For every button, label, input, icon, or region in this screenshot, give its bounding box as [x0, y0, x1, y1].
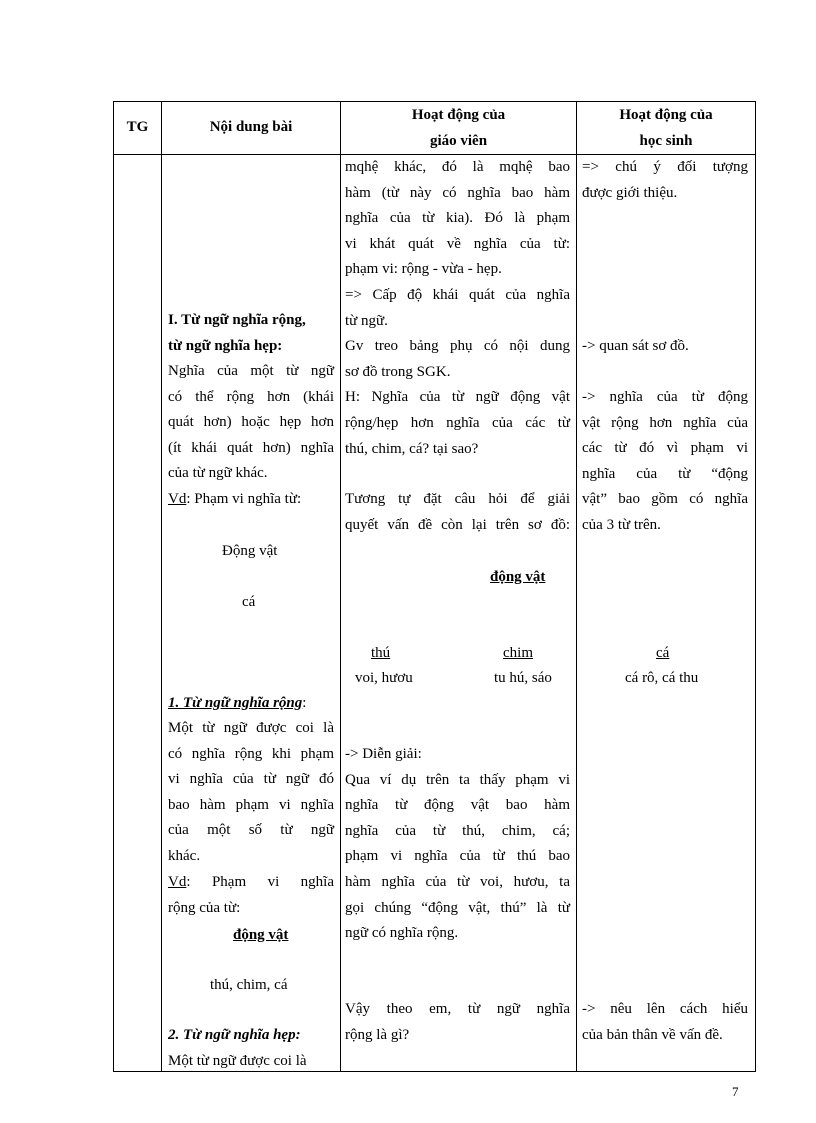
content-definition: Nghĩa của một từ ngữ có thể rộng hơn (khái quát hơn) hoặc hẹp hơn (ít khái quát hơn) nghĩa của từ ngữ khác. [168, 363, 334, 482]
header-tg: TG [126, 119, 149, 135]
diagram-leaf-ca: cá rô, cá thu [625, 670, 699, 686]
diagram-node-chim: chim [503, 645, 533, 661]
student-reflect: -> nêu lên cách hiểu của bản thân về vấn đề. [582, 1001, 748, 1043]
header-content: Nội dung bài [209, 119, 293, 135]
content-example-2: Vd: Phạm vi nghĩa rộng của từ: [168, 874, 334, 916]
teacher-final-question: Vậy theo em, từ ngữ nghĩa rộng là gì? [345, 1001, 570, 1043]
subsection-2-title: 2. Từ ngữ nghĩa hẹp: Một từ ngữ được coi là [168, 1027, 307, 1069]
diagram-leaf-thu: voi, hươu [355, 670, 413, 686]
teacher-explanation: -> Diễn giải: Qua ví dụ trên ta thấy phạm vi nghĩa từ động vật bao hàm nghĩa của từ thú, chim, cá; phạm vi nghĩa của từ thú bao hàm nghĩa của từ voi, hươu, ta gọi chúng “động vật, thú” là từ ngữ có nghĩa rộng. [345, 746, 570, 942]
col-divider [340, 101, 341, 1072]
student-attention: => chú ý đối tượng được giới thiệu. [582, 159, 748, 201]
content-heading: I. Từ ngữ nghĩa rộng, từ ngữ nghĩa hẹp: [168, 312, 306, 354]
student-observe: -> quan sát sơ đồ. [582, 338, 689, 354]
col-divider [161, 101, 162, 1072]
header-student: Hoạt động của học sinh [619, 107, 713, 149]
diagram-node-thu: thú [371, 645, 391, 661]
teacher-intro: mqhệ khác, đó là mqhệ bao hàm (từ này có nghĩa bao hàm nghĩa của từ kia). Đó là phạm vi khát quát về nghĩa của từ: phạm vi: rộng - vừa - hẹp. => Cấp độ khái quát của nghĩa từ ngữ. Gv treo bảng phụ có nội dung sơ đồ trong SGK. H: Nghĩa của từ ngữ động vật rộng/hẹp hơn nghĩa của các từ thú, chim, cá? tại sao? [345, 159, 570, 457]
example-dongvat: Động vật [222, 543, 278, 559]
teacher-question: Tương tự đặt câu hỏi để giải quyết vấn đề còn lại trên sơ đồ: [345, 491, 570, 533]
student-answer: -> nghĩa của từ động vật rộng hơn nghĩa của các từ đó vì phạm vi nghĩa của từ “động vật” bao gồm có nghĩa của 3 từ trên. [582, 389, 748, 533]
diagram-leaf-chim: tu hú, sáo [494, 670, 552, 686]
example-ca: cá [242, 594, 256, 610]
diagram-node-ca: cá [656, 645, 670, 661]
example-2-root: động vật [233, 927, 289, 943]
content-example-1: Vd: Phạm vi nghĩa từ: [168, 491, 302, 507]
diagram-root: động vật [490, 569, 546, 585]
page-number: 7 [732, 1084, 739, 1099]
col-divider [576, 101, 577, 1072]
subsection-1-title: 1. Từ ngữ nghĩa rộng: [168, 695, 307, 711]
example-2-children: thú, chim, cá [210, 977, 288, 993]
header-teacher: Hoạt động của giáo viên [411, 107, 506, 149]
subsection-1-body: Một từ ngữ được coi là có nghĩa rộng khi phạm vi nghĩa của từ ngữ đó bao hàm phạm vi nghĩa của một số từ ngữ khác. [168, 720, 334, 864]
